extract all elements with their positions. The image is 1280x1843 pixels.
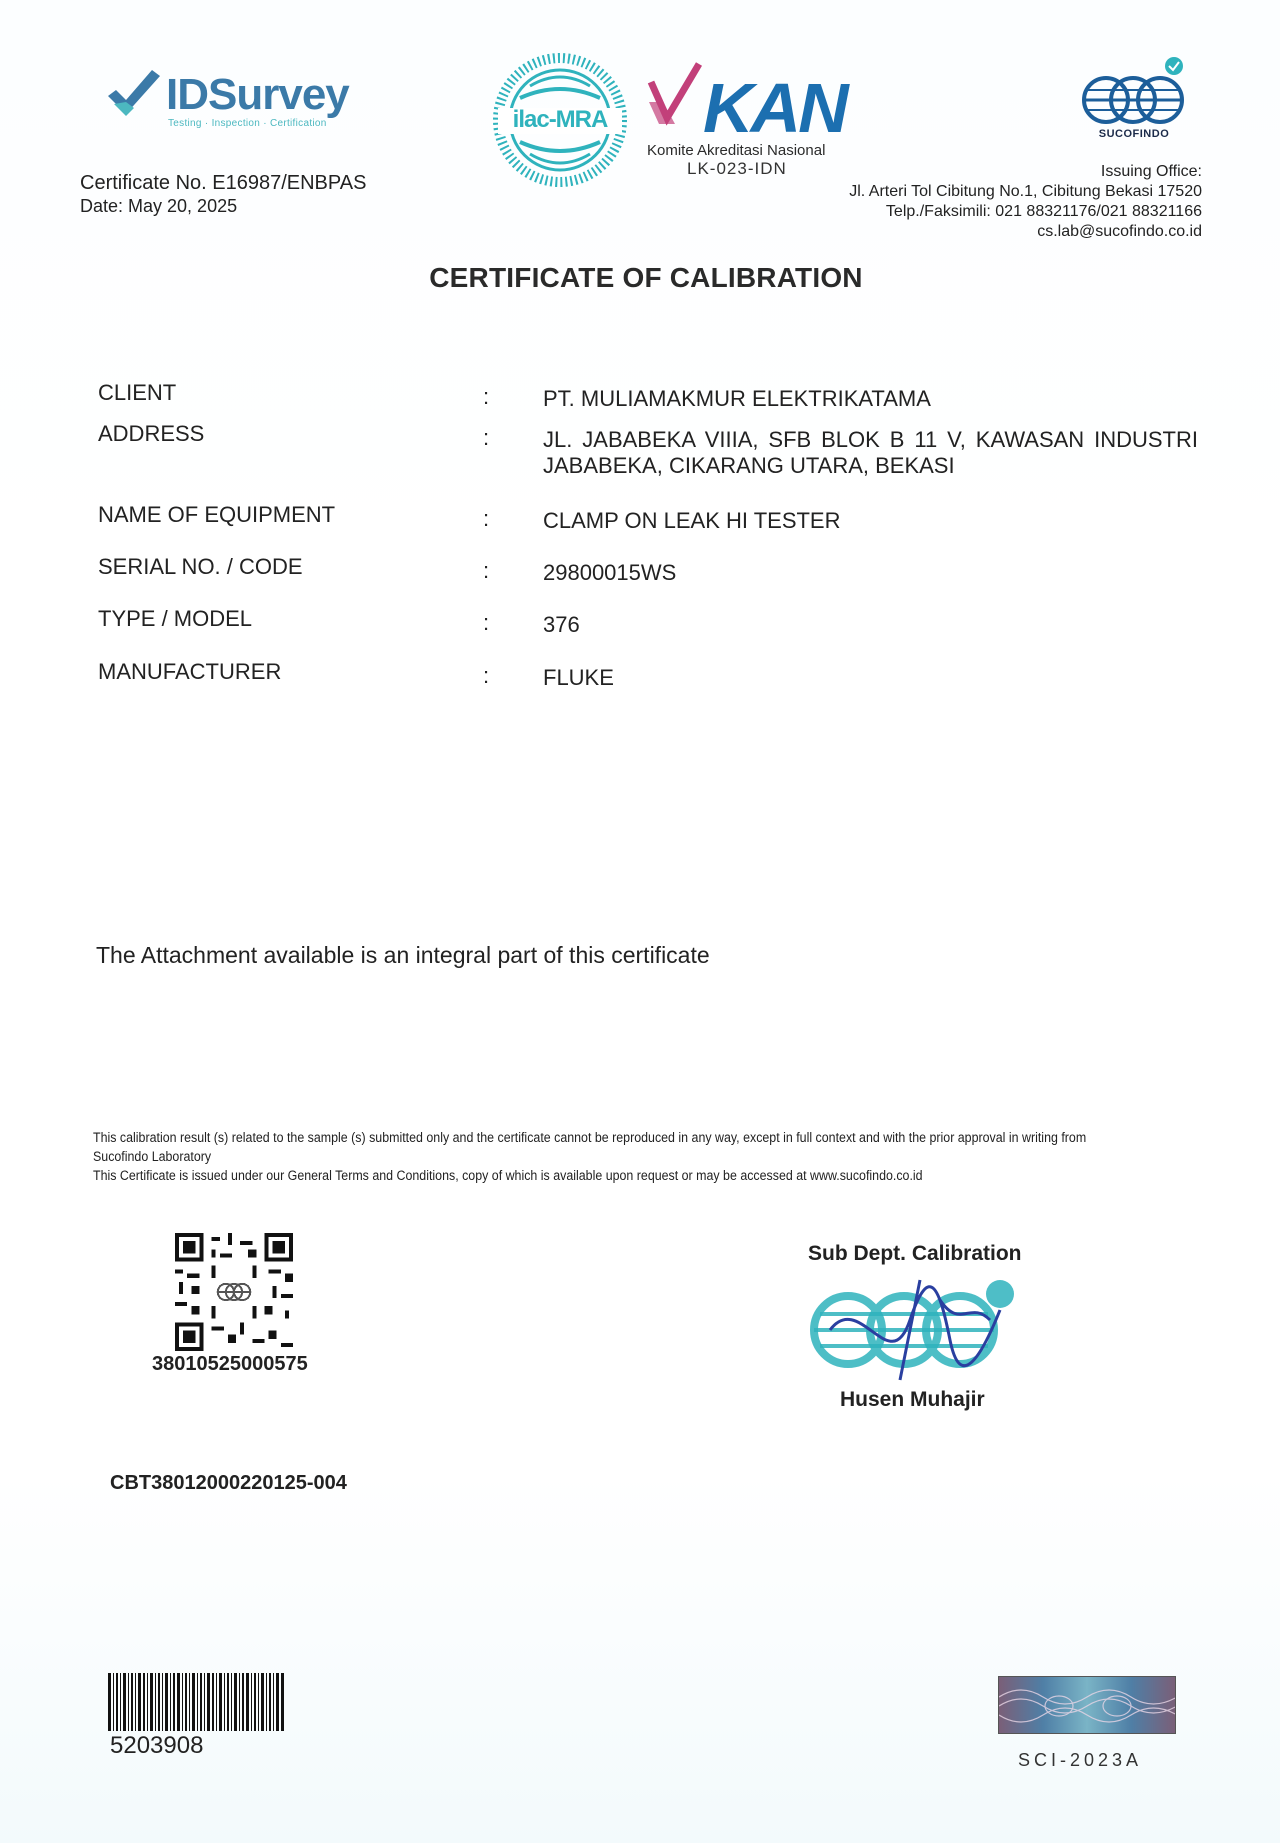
- field-value: PT. MULIAMAKMUR ELEKTRIKATAMA: [543, 386, 931, 411]
- field-colon: :: [483, 663, 490, 688]
- ilac-mra-logo: [490, 50, 630, 190]
- office-address: Jl. Arteri Tol Cibitung No.1, Cibitung Bekasi 17520: [849, 183, 1202, 200]
- qr-number: 38010525000575: [152, 1353, 308, 1375]
- terms-notes: [93, 1128, 1114, 1185]
- idsurvey-logo: [104, 66, 374, 136]
- notes-line: This calibration result (s) related to the sample (s) submitted only and the certificate cannot be reproduced in any way, except in full context and with the prior approval in writing from: [93, 1130, 1087, 1145]
- office-label: Issuing Office:: [1100, 163, 1202, 180]
- field-colon: :: [483, 610, 490, 635]
- idsurvey-check-icon: [104, 66, 164, 126]
- signer-name: Husen Muhajir: [840, 1388, 985, 1411]
- sub-department-label: Sub Dept. Calibration: [808, 1242, 1022, 1265]
- notes-line: This Certificate is issued under our General Terms and Conditions, copy of which is available upon request or may be accessed at www.sucofindo.co.id: [93, 1168, 923, 1183]
- field-value: 376: [543, 612, 580, 637]
- sucofindo-logo: [1078, 56, 1188, 146]
- document-title: CERTIFICATE OF CALIBRATION: [429, 262, 863, 293]
- idsurvey-tagline: Testing · Inspection · Certification: [168, 118, 327, 129]
- field-label: SERIAL NO. / CODE: [98, 554, 303, 579]
- field-colon: :: [483, 506, 490, 531]
- kan-word: KAN: [703, 69, 846, 147]
- sucofindo-word: SUCOFINDO: [1098, 128, 1170, 140]
- kan-logo: [645, 62, 845, 182]
- field-value: CLAMP ON LEAK HI TESTER: [543, 508, 841, 533]
- ilac-mra-text: ilac-MRA: [512, 106, 608, 133]
- field-label: NAME OF EQUIPMENT: [98, 502, 336, 527]
- attachment-note: The Attachment available is an integral part of this certificate: [96, 942, 710, 968]
- field-value: JL. JABABEKA VIIIA, SFB BLOK B 11 V, KAWASAN INDUSTRI JABABEKA, CIKARANG UTARA, BEKASI: [543, 427, 1198, 478]
- barcode: [108, 1673, 284, 1731]
- sucofindo-stamp-signature: [800, 1270, 1030, 1390]
- issuing-office: [849, 162, 1202, 242]
- field-colon: :: [483, 558, 490, 583]
- qr-code[interactable]: [175, 1233, 293, 1351]
- kan-check-icon: [645, 62, 705, 132]
- field-value: 29800015WS: [543, 560, 677, 585]
- field-colon: :: [483, 384, 490, 409]
- office-phone: Telp./Faksimili: 021 88321176/021 88321166: [885, 203, 1202, 220]
- kan-subtitle: Komite Akreditasi Nasional: [647, 142, 826, 159]
- security-hologram: [998, 1676, 1176, 1734]
- kan-lab-number: LK-023-IDN: [687, 159, 787, 178]
- certificate-number: Certificate No. E16987/ENBPAS: [80, 172, 367, 194]
- idsurvey-word: IDSurvey: [166, 70, 349, 119]
- certificate-date: Date: May 20, 2025: [80, 196, 238, 216]
- security-code: SCI-2023A: [1018, 1750, 1143, 1770]
- field-label: TYPE / MODEL: [98, 606, 253, 631]
- office-email: cs.lab@sucofindo.co.id: [1037, 223, 1202, 240]
- field-label: ADDRESS: [98, 421, 205, 446]
- field-label: CLIENT: [98, 380, 177, 405]
- cbt-code: CBT38012000220125-004: [110, 1472, 347, 1494]
- notes-line: Sucofindo Laboratory: [93, 1149, 212, 1164]
- field-label: MANUFACTURER: [98, 659, 282, 684]
- barcode-number: 5203908: [110, 1732, 204, 1759]
- field-value: FLUKE: [543, 665, 614, 690]
- field-colon: :: [483, 425, 490, 450]
